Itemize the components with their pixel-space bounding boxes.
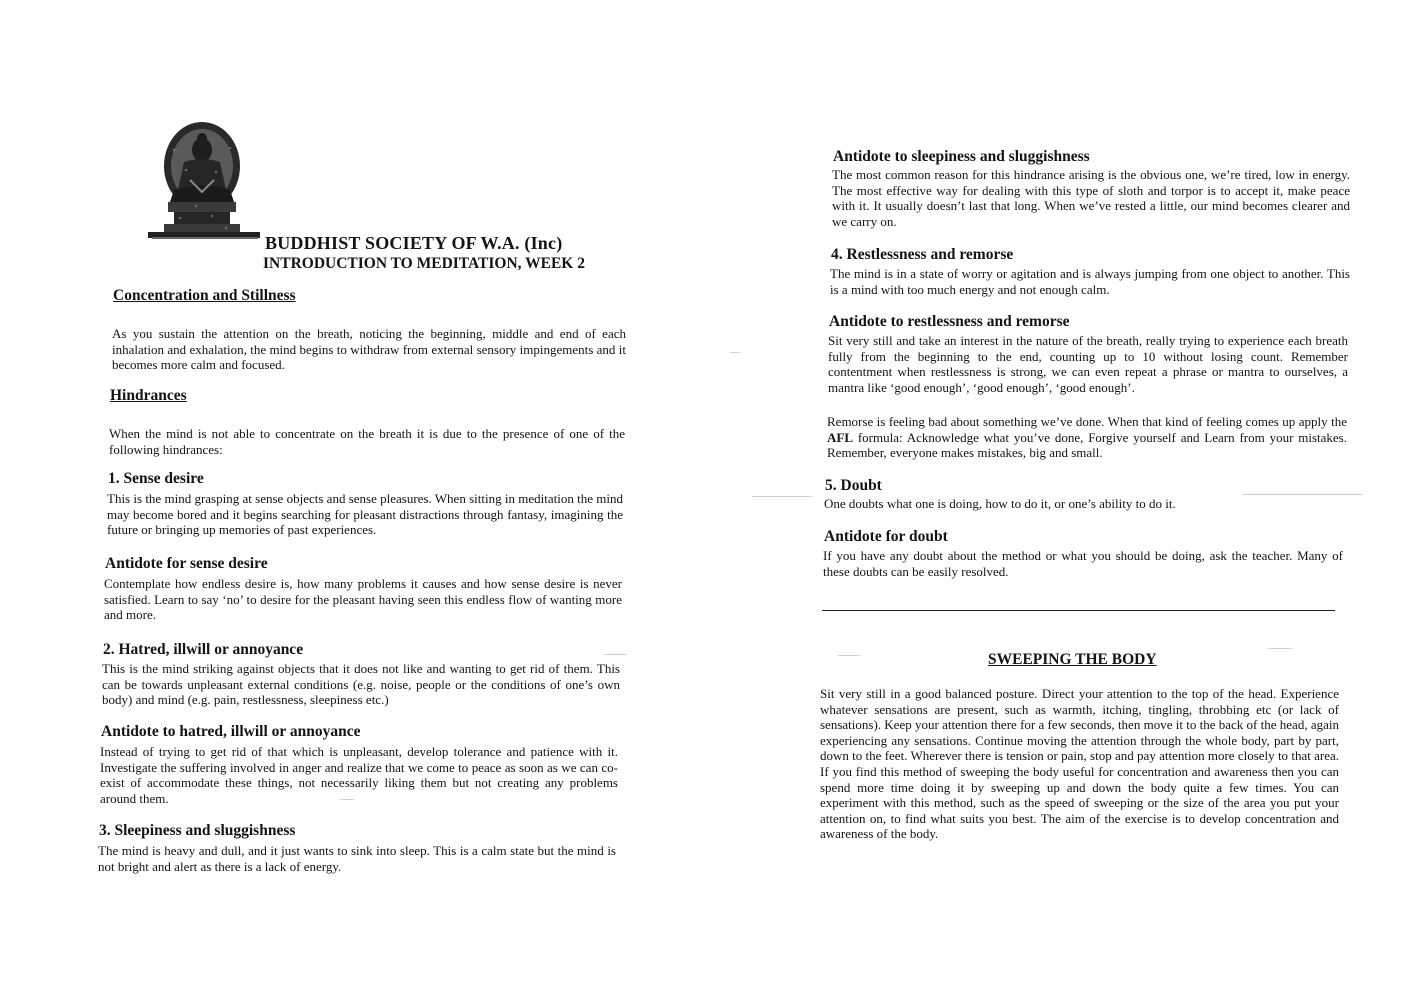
sweeping-paragraph: Sit very still in a good balanced posture. Direct your attention to the top of the head. Experience whatever sensations are present, such as warmth, itching, tingling, throbbing etc (or lack of sensations). Keep your attention there for a few seconds, then move it to the back of the head, again experiencing any sensations. Continue moving the attention through the whole body, part by part, down to the feet. Wherever there is tension or pain, stop and pay attention more closely to that area. If you find this method of sweeping the body useful for concentration and awareness then you can spend more time doing it by sweeping up and down the body quite a few times. You can experiment with this method, such as the speed of sweeping or the size of the area you put your attention on, to find what suits you best. The aim of the exercise is to develop concentration and awareness of the body. xyxy=(820,686,1339,842)
antidote-sense-desire-heading: Antidote for sense desire xyxy=(105,555,268,572)
course-subtitle: INTRODUCTION TO MEDITATION, WEEK 2 xyxy=(263,255,585,272)
antidote-doubt-heading: Antidote for doubt xyxy=(824,528,948,545)
antidote-restlessness-paragraph: Sit very still and take an interest in the nature of the breath, really trying to experience each breath fully from the beginning to the end, counting up to 10 without losing count. Remember contentment when restlessness is strong, we can even repeat a phrase or mantra to ourselves, a mantra like ‘good enough’, ‘good enough’, ‘good enough’. xyxy=(828,333,1348,395)
hindrances-heading: Hindrances xyxy=(110,387,187,404)
hindrances-intro: When the mind is not able to concentrate on the breath it is due to the presence of one of the following hindrances: xyxy=(109,426,625,457)
scan-mark xyxy=(1268,648,1292,649)
sweeping-heading: SWEEPING THE BODY xyxy=(988,651,1157,668)
restlessness-heading: 4. Restlessness and remorse xyxy=(831,246,1014,263)
concentration-heading: Concentration and Stillness xyxy=(113,287,296,304)
section-divider xyxy=(822,610,1335,611)
antidote-sleepiness-paragraph: The most common reason for this hindrance arising is the obvious one, we’re tired, low in energy. The most effective way for dealing with this type of sloth and torpor is to accept it, make peace with it. It usually doesn’t last that long. When we’ve rested a little, our mind becomes clearer and we carry on. xyxy=(832,167,1350,229)
remorse-text-end: formula: Acknowledge what you’ve done, Forgive yourself and Learn from your mistakes. Remember, everyone makes mistakes, big and small. xyxy=(827,429,1347,461)
scan-mark xyxy=(604,654,626,655)
antidote-sleepiness-heading: Antidote to sleepiness and sluggishness xyxy=(833,148,1090,165)
afl-formula-label: AFL xyxy=(827,429,853,445)
antidote-hatred-paragraph: Instead of trying to get rid of that which is unpleasant, develop tolerance and patience with it. Investigate the suffering involved in anger and realize that we come to peace as soon as we can co-exist of accommodate these things, not necessarily liking them but not creating any problems around them. xyxy=(100,744,618,806)
sense-desire-paragraph: This is the mind grasping at sense objects and sense pleasures. When sitting in meditation the mind may become bored and it begins searching for pleasant distractions through fantasy, imagining the future or bringing up memories of past experiences. xyxy=(107,491,623,538)
restlessness-paragraph: The mind is in a state of worry or agitation and is always jumping from one object to another. This is a mind with too much energy and not enough calm. xyxy=(830,266,1350,297)
doubt-paragraph: One doubts what one is doing, how to do it, or one’s ability to do it. xyxy=(824,496,1176,511)
scan-mark xyxy=(340,799,354,800)
antidote-sense-desire-paragraph: Contemplate how endless desire is, how many problems it causes and how sense desire is never satisfied. Learn to say ‘no’ to desire for the pleasant having seen this endless flow of wanting more and more. xyxy=(104,576,622,623)
scan-mark xyxy=(1242,494,1362,495)
sleepiness-paragraph: The mind is heavy and dull, and it just wants to sink into sleep. This is a calm state but the mind is not bright and alert as there is a lack of energy. xyxy=(98,843,616,874)
sleepiness-heading: 3. Sleepiness and sluggishness xyxy=(99,822,296,839)
organization-title: BUDDHIST SOCIETY OF W.A. (Inc) xyxy=(265,233,563,253)
remorse-text-start: Remorse is feeling bad about something we’ve done. When that kind of feeling comes up apply the xyxy=(827,414,1347,429)
doubt-heading: 5. Doubt xyxy=(825,477,882,494)
seated-buddha-statue-icon xyxy=(146,120,264,245)
concentration-paragraph: As you sustain the attention on the breath, noticing the beginning, middle and end of each inhalation and exhalation, the mind begins to withdraw from external sensory impingements and it becomes more calm and focused. xyxy=(112,326,626,373)
scan-mark xyxy=(838,655,860,656)
right-page xyxy=(712,0,1424,1000)
antidote-restlessness-heading: Antidote to restlessness and remorse xyxy=(829,313,1070,330)
antidote-doubt-paragraph: If you have any doubt about the method or what you should be doing, ask the teacher. Many of these doubts can be easily resolved. xyxy=(823,548,1343,579)
left-page xyxy=(0,0,712,1000)
sense-desire-heading: 1. Sense desire xyxy=(108,470,204,487)
hatred-heading: 2. Hatred, illwill or annoyance xyxy=(103,641,304,658)
hatred-paragraph: This is the mind striking against objects that it does not like and wanting to get rid of them. This can be towards unpleasant external conditions (e.g. noise, people or the conditions of one’s own body) and mind (e.g. pain, restlessness, sleepiness etc.) xyxy=(102,661,620,708)
remorse-paragraph xyxy=(827,414,1347,461)
scan-mark xyxy=(752,496,812,497)
antidote-hatred-heading: Antidote to hatred, illwill or annoyance xyxy=(101,723,361,740)
scan-mark xyxy=(730,352,740,353)
